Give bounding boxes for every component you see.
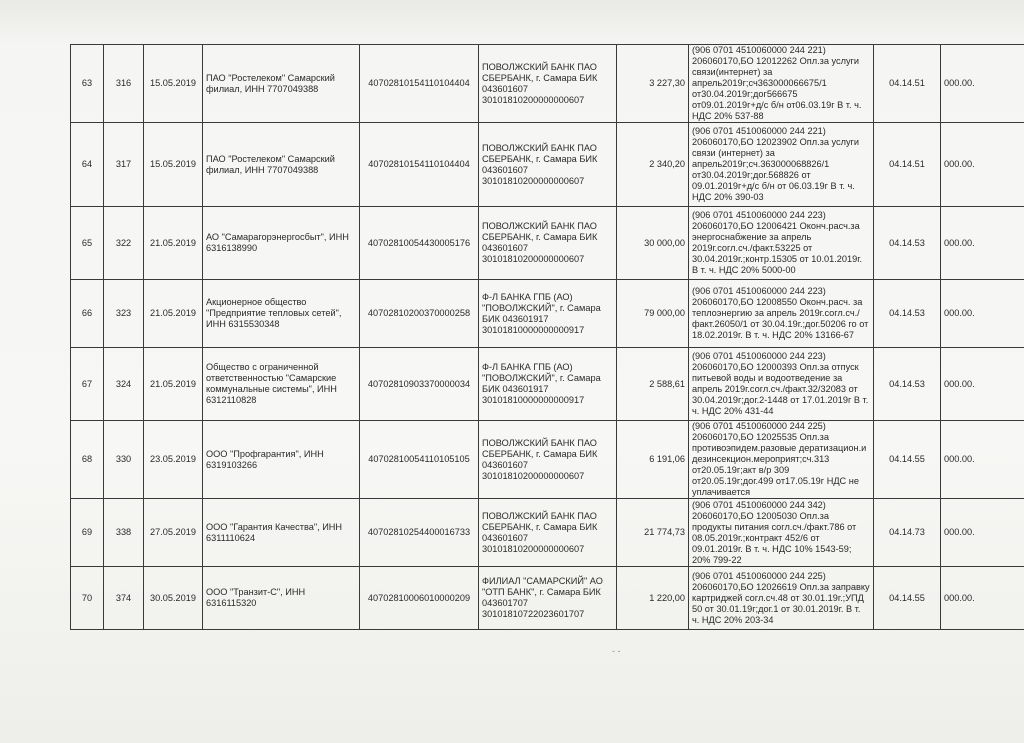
payee-name: АО "Самарагорэнергосбыт", ИНН 6316138990 bbox=[203, 207, 360, 280]
payment-date: 15.05.2019 bbox=[144, 123, 203, 207]
table-row bbox=[71, 207, 1024, 280]
payment-purpose: (906 0701 4510060000 244 225) 206060170,БО 12026619 Опл.за заправку картриджей согл.сч.48 от 30.01.19г.;УПД 50 от 30.01.19г;дог.1 от 30.01.2019г. В т. ч. НДС 20% 203-34 bbox=[689, 567, 874, 630]
budget-code: 04.14.53 bbox=[874, 207, 941, 280]
cut-off-code: 000.00. bbox=[941, 567, 1024, 630]
payments-register-table bbox=[70, 44, 1024, 630]
cut-off-code: 000.00. bbox=[941, 348, 1024, 421]
payment-purpose: (906 0701 4510060000 244 221) 206060170,БО 12023902 Опл.за услуги связи (интернет) за апрель2019г;сч.363000068826/1 от30.04.2019г;дог.568826 от 09.01.2019г+д/с б/н от 06.03.19г В т. ч. НДС 20% 390-03 bbox=[689, 123, 874, 207]
payee-account: 40702810254400016733 bbox=[360, 499, 479, 567]
payee-bank: ФИЛИАЛ "САМАРСКИЙ" АО "ОТП БАНК", г. Самара БИК 043601707 30101810722023601707 bbox=[479, 567, 617, 630]
cut-off-code: 000.00. bbox=[941, 421, 1024, 499]
payee-account: 40702810154110104404 bbox=[360, 45, 479, 123]
payment-purpose: (906 0701 4510060000 244 225) 206060170,БО 12025535 Опл.за противоэпидем.разовые дератизацион.и дезинсекцион.мероприят;сч.313 от20.05.19г;акт в/р 309 от20.05.19г;дог.499 от17.05.19г НДС не уплачивается bbox=[689, 421, 874, 499]
payment-date: 23.05.2019 bbox=[144, 421, 203, 499]
cut-off-code: 000.00. bbox=[941, 123, 1024, 207]
document-number: 323 bbox=[104, 280, 144, 348]
payee-bank: ПОВОЛЖСКИЙ БАНК ПАО СБЕРБАНК, г. Самара БИК 043601607 30101810200000000607 bbox=[479, 421, 617, 499]
budget-code: 04.14.51 bbox=[874, 123, 941, 207]
payee-bank: ПОВОЛЖСКИЙ БАНК ПАО СБЕРБАНК, г. Самара БИК 043601607 30101810200000000607 bbox=[479, 207, 617, 280]
payment-amount: 3 227,30 bbox=[617, 45, 689, 123]
budget-code: 04.14.53 bbox=[874, 280, 941, 348]
table-row bbox=[71, 280, 1024, 348]
payee-bank: ПОВОЛЖСКИЙ БАНК ПАО СБЕРБАНК, г. Самара БИК 043601607 30101810200000000607 bbox=[479, 499, 617, 567]
table-row bbox=[71, 348, 1024, 421]
table-row bbox=[71, 123, 1024, 207]
payment-date: 21.05.2019 bbox=[144, 280, 203, 348]
budget-code: 04.14.53 bbox=[874, 348, 941, 421]
row-number: 63 bbox=[71, 45, 104, 123]
payee-name: ООО "Гарантия Качества", ИНН 6311110624 bbox=[203, 499, 360, 567]
cut-off-code: 000.00. bbox=[941, 499, 1024, 567]
payment-date: 21.05.2019 bbox=[144, 348, 203, 421]
document-number: 317 bbox=[104, 123, 144, 207]
payment-amount: 1 220,00 bbox=[617, 567, 689, 630]
budget-code: 04.14.55 bbox=[874, 567, 941, 630]
row-number: 69 bbox=[71, 499, 104, 567]
row-number: 66 bbox=[71, 280, 104, 348]
cut-off-code: 000.00. bbox=[941, 45, 1024, 123]
payee-bank: ПОВОЛЖСКИЙ БАНК ПАО СБЕРБАНК, г. Самара БИК 043601607 30101810200000000607 bbox=[479, 45, 617, 123]
payment-amount: 2 340,20 bbox=[617, 123, 689, 207]
row-number: 68 bbox=[71, 421, 104, 499]
payment-purpose: (906 0701 4510060000 244 342) 206060170,БО 12005030 Опл.за продукты питания согл.сч./факт.786 от 08.05.2019г.;контракт 452/6 от 09.01.2019г. В т. ч. НДС 10% 1543-59; 20% 799-22 bbox=[689, 499, 874, 567]
payee-account: 40702810903370000034 bbox=[360, 348, 479, 421]
row-number: 70 bbox=[71, 567, 104, 630]
payment-date: 21.05.2019 bbox=[144, 207, 203, 280]
payee-bank: Ф-Л БАНКА ГПБ (АО) "ПОВОЛЖСКИЙ", г. Самара БИК 043601917 30101810000000000917 bbox=[479, 348, 617, 421]
payment-date: 30.05.2019 bbox=[144, 567, 203, 630]
document-number: 324 bbox=[104, 348, 144, 421]
payment-purpose: (906 0701 4510060000 244 223) 206060170,БО 12000393 Опл.за отпуск питьевой воды и водоотведение за апрель 2019г.согл.сч./факт.32/32083 от 30.04.2019г;дог.2-1448 от 17.01.2019г В т. ч. НДС 20% 431-44 bbox=[689, 348, 874, 421]
payee-account: 40702810154110104404 bbox=[360, 123, 479, 207]
row-number: 67 bbox=[71, 348, 104, 421]
payee-name: Акционерное общество "Предприятие тепловых сетей", ИНН 6315530348 bbox=[203, 280, 360, 348]
budget-code: 04.14.51 bbox=[874, 45, 941, 123]
payment-amount: 21 774,73 bbox=[617, 499, 689, 567]
payee-account: 40702810054430005176 bbox=[360, 207, 479, 280]
document-number: 374 bbox=[104, 567, 144, 630]
payee-name: Общество с ограниченной ответственностью "Самарские коммунальные системы", ИНН 6312110828 bbox=[203, 348, 360, 421]
payment-purpose: (906 0701 4510060000 244 223) 206060170,БО 12008550 Оконч.расч. за теплоэнергию за апрель 2019г.согл.сч./факт.26050/1 от 30.04.19г.;дог.50206 го от 18.02.2019г. В т. ч. НДС 20% 13166-67 bbox=[689, 280, 874, 348]
row-number: 65 bbox=[71, 207, 104, 280]
payment-purpose: (906 0701 4510060000 244 221) 206060170,БО 12012262 Опл.за услуги связи(интернет) за апрель2019г;сч363000066675/1 от30.04.2019г;дог566675 от09.01.2019г+д/с б/н от06.03.19г В т. ч. НДС 20% 537-88 bbox=[689, 45, 874, 123]
payment-purpose: (906 0701 4510060000 244 223) 206060170,БО 12006421 Оконч.расч.за энергоснабжение за апрель 2019г.согл.сч./факт.53225 от 30.04.2019г.;контр.15305 от 10.01.2019г. В т. ч. НДС 20% 5000-00 bbox=[689, 207, 874, 280]
scan-speck: - - bbox=[612, 646, 621, 656]
cut-off-code: 000.00. bbox=[941, 280, 1024, 348]
table-row bbox=[71, 567, 1024, 630]
payment-amount: 79 000,00 bbox=[617, 280, 689, 348]
table-row bbox=[71, 421, 1024, 499]
payee-name: ООО "Профгарантия", ИНН 6319103266 bbox=[203, 421, 360, 499]
payee-bank: ПОВОЛЖСКИЙ БАНК ПАО СБЕРБАНК, г. Самара БИК 043601607 30101810200000000607 bbox=[479, 123, 617, 207]
document-number: 316 bbox=[104, 45, 144, 123]
payee-account: 40702810006010000209 bbox=[360, 567, 479, 630]
table-row bbox=[71, 45, 1024, 123]
row-number: 64 bbox=[71, 123, 104, 207]
payment-amount: 30 000,00 bbox=[617, 207, 689, 280]
document-number: 338 bbox=[104, 499, 144, 567]
payee-name: ПАО "Ростелеком" Самарский филиал, ИНН 7707049388 bbox=[203, 123, 360, 207]
payment-amount: 6 191,06 bbox=[617, 421, 689, 499]
payee-bank: Ф-Л БАНКА ГПБ (АО) "ПОВОЛЖСКИЙ", г. Самара БИК 043601917 30101810000000000917 bbox=[479, 280, 617, 348]
payee-account: 40702810054110105105 bbox=[360, 421, 479, 499]
payment-date: 27.05.2019 bbox=[144, 499, 203, 567]
payee-name: ПАО "Ростелеком" Самарский филиал, ИНН 7707049388 bbox=[203, 45, 360, 123]
budget-code: 04.14.55 bbox=[874, 421, 941, 499]
document-number: 330 bbox=[104, 421, 144, 499]
cut-off-code: 000.00. bbox=[941, 207, 1024, 280]
document-number: 322 bbox=[104, 207, 144, 280]
payment-date: 15.05.2019 bbox=[144, 45, 203, 123]
table-row bbox=[71, 499, 1024, 567]
budget-code: 04.14.73 bbox=[874, 499, 941, 567]
payee-account: 40702810200370000258 bbox=[360, 280, 479, 348]
payment-amount: 2 588,61 bbox=[617, 348, 689, 421]
payee-name: ООО "Транзит-С", ИНН 6316115320 bbox=[203, 567, 360, 630]
